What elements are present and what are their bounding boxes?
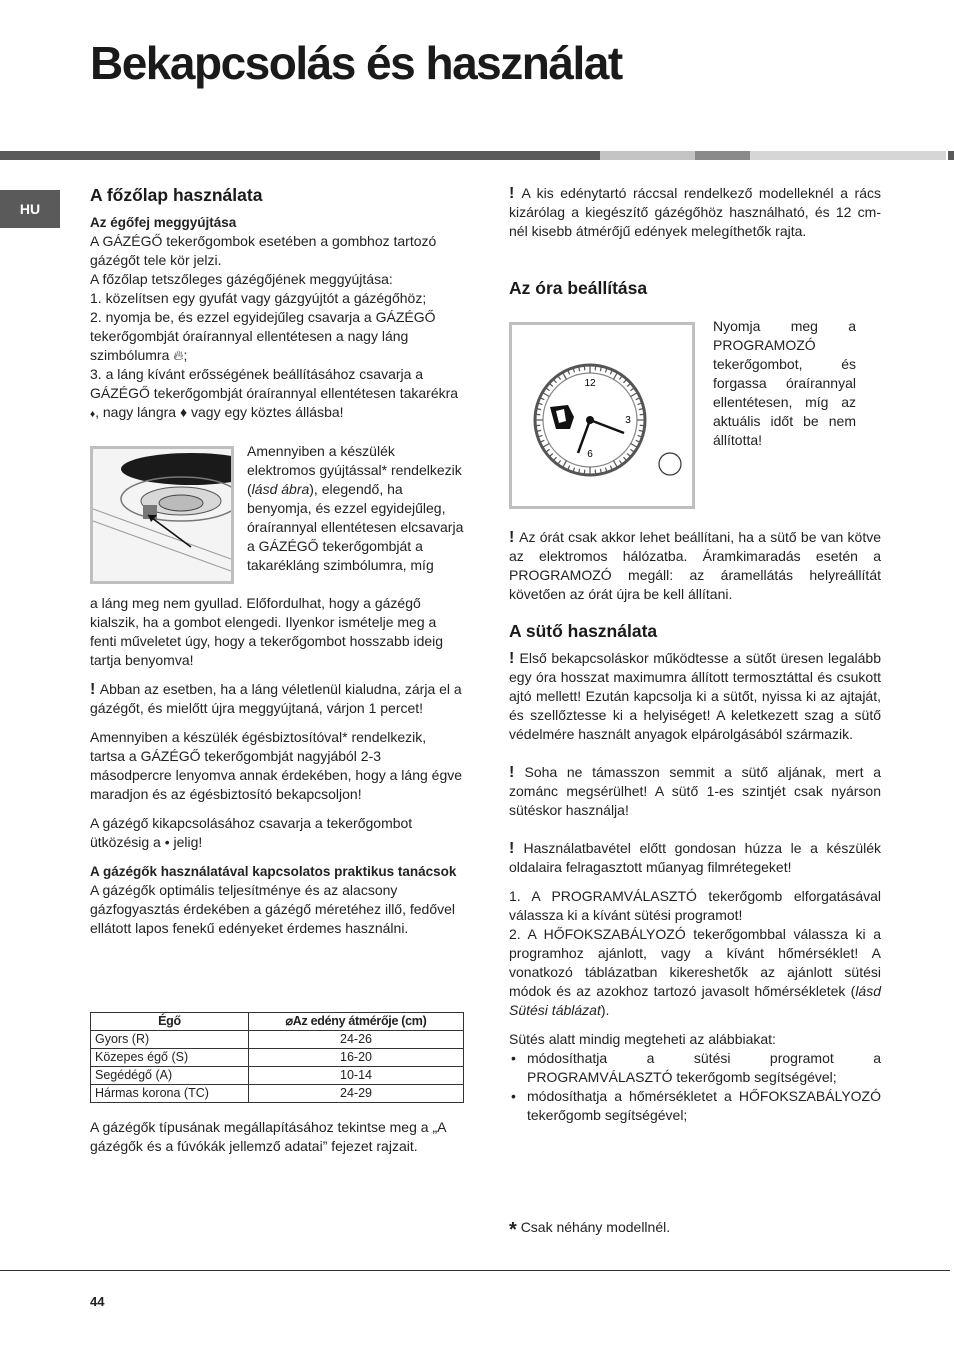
clock-tick bbox=[579, 469, 580, 473]
clock-label-3: 3 bbox=[625, 415, 631, 426]
footer-rule bbox=[0, 1270, 950, 1271]
clock-illustration bbox=[509, 322, 695, 509]
bullet-list bbox=[509, 1049, 881, 1125]
header-bar-end bbox=[948, 151, 954, 160]
warning-clock: ! Az órát csak akkor lehet beállítani, ha a sütő be van kötve az elektromos hálózatba. Áramkimaradás esetén a PROGRAMOZÓ megáll: az áramellátás helyreállítát követően az órát újra be kell állítani. bbox=[509, 529, 882, 602]
clock-label-6: 6 bbox=[587, 449, 593, 460]
programmer-knob[interactable] bbox=[659, 453, 681, 475]
footnote-mark: * bbox=[509, 1219, 517, 1241]
table-row: Közepes égő (S) 16-20 bbox=[91, 1049, 464, 1067]
table-header-row bbox=[91, 1013, 464, 1031]
header-bar-light bbox=[600, 151, 695, 160]
ignition-text: Amennyiben a készülék elektromos gyújtással* rendelkezik (lásd ábra), elegendő, ha benyomja, és ezzel egyidejűleg, óraírannyal ellentétesen elcsavarja a GÁZÉGŐ tekerőgombját a takarékláng szimbólumra, míg bbox=[247, 443, 464, 573]
clock-text: Nyomja meg a PROGRAMOZÓ tekerőgombot, és forgassa óraírannyal ellentétesen, míg az aktuális időt be nem állította! bbox=[713, 318, 856, 448]
left-column-cont bbox=[90, 594, 465, 938]
paragraph-off: A gázégő kikapcsolásához csavarja a tekerőgombot ütközésig a • jelig! bbox=[90, 815, 413, 850]
burner-illustration bbox=[90, 446, 234, 584]
step-3: 3. a láng kívánt erősségének beállításához csavarja a GÁZÉGŐ tekerőgombját óraírannyal ellentétesen takarékra ♦, nagy lángra ♦ vagy egy köztes állásba! bbox=[90, 366, 459, 420]
clock-label-12: 12 bbox=[584, 378, 596, 389]
footnote: * Csak néhány modellnél. bbox=[509, 1219, 671, 1241]
section-heading-oven: A sütő használata bbox=[509, 621, 658, 641]
header-bar-dark bbox=[0, 151, 600, 160]
small-flame-icon: ♦ bbox=[90, 409, 96, 420]
step-temperature: 2. A HŐFOKSZABÁLYOZÓ tekerőgombbal válassza ki a programhoz ajánlott, vagy a kívánt hőmérséklet! A vonatkozó táblázatban kikereshetők az ajánlott sütési módok és az azokhoz tartozó javasolt hőmérsékletek (lásd Sütési táblázat). bbox=[509, 926, 881, 1018]
table-header-diameter: ⌀Az edény átmérője (cm) bbox=[249, 1013, 464, 1031]
header-bar-pale bbox=[750, 151, 946, 160]
step-2: 2. nyomja be, és ezzel egyidejűleg csavarja a GÁZÉGŐ tekerőgombját óraírannyal ellentétesen a nagy láng szimbólumra 🔥︎; bbox=[90, 309, 436, 363]
clock-tick bbox=[537, 409, 541, 410]
right-column-oven bbox=[509, 528, 881, 1125]
list-item: • módosíthatja a hőmérsékletet a HŐFOKSZABÁLYOZÓ tekerőgomb segítségével; bbox=[509, 1087, 881, 1125]
warning-film: ! Használatbavétel előtt gondosan húzza le a készülék oldalaira felragasztott műanyag filmrétegeket! bbox=[509, 840, 881, 875]
warning-first-use: ! Első bekapcsoláskor működtesse a sütőt üresen legalább egy óra hosszat maximumra állított termosztáttal és csukott ajtó mellett! Ezután kapcsolja ki a sütőt, nyissa ki az ajtaját, és szellőztesse ki a helyiséget! A keletkezett szag a sütő védelmére használt anyagok elpárolgásából származik. bbox=[509, 650, 881, 742]
clock-tick bbox=[600, 367, 601, 371]
paragraph-safety: Amennyiben a készülék égésbiztosítóval* rendelkezik, tartsa a GÁZÉGŐ tekerőgombját nagyjából 2-3 másodpercre lenyomva annak érdekében, hogy a láng égve maradjon és az égésbiztosító bekapcsoljon! bbox=[90, 729, 463, 802]
clock-tick bbox=[579, 367, 580, 371]
clock-tick bbox=[537, 430, 541, 431]
warning-rack: ! A kis edénytartó ráccsal rendelkező modelleknél a rács kizárólag a kiegészítő gázégőhöz használható, és 12 cm-nél kisebb átmérőjű edények melegíthetők rajta. bbox=[509, 185, 881, 239]
ignition-continued: a láng meg nem gyullad. Előfordulhat, hogy a gázégő kialszik, ha a gombot elengedi. Ilyenkor ismételje meg a fenti műveletet úgy, hogy a tekerőgombot hosszabb ideig tartja benyomva! bbox=[90, 595, 444, 668]
burner-drawing bbox=[93, 449, 231, 581]
page-number: 44 bbox=[90, 1294, 105, 1309]
big-flame-icon: 🔥︎ bbox=[173, 347, 184, 363]
table-row: Gyors (R) 24-26 bbox=[91, 1031, 464, 1049]
header-bar-mid bbox=[695, 151, 750, 160]
table-row: Hármas korona (TC) 24-29 bbox=[91, 1085, 464, 1103]
table-row: Segédégő (A) 10-14 bbox=[91, 1067, 464, 1085]
step-program: 1. A PROGRAMVÁLASZTÓ tekerőgomb elforgatásával válassza ki a kívánt sütési programot! bbox=[509, 888, 881, 923]
subheading-ignite: Az égőfej meggyújtása bbox=[90, 215, 237, 230]
section-heading-hob: A főzőlap használata bbox=[90, 185, 263, 205]
burner-table bbox=[90, 1012, 464, 1103]
list-item: • módosíthatja a sütési programot a PROGRAMVÁLASZTÓ tekerőgomb segítségével; bbox=[509, 1049, 881, 1087]
warning-bottom: ! Soha ne támasszon semmit a sütő aljának, mert a zománc megsérülhet! A sütő 1-es szintjét csak nyárson sütéskor használja! bbox=[509, 764, 881, 818]
clock-tick bbox=[639, 409, 643, 410]
clock-tick bbox=[600, 469, 601, 473]
page-title: Bekapcsolás és használat bbox=[90, 37, 622, 89]
paragraph-during: Sütés alatt mindig megteheti az alábbiakat: bbox=[509, 1031, 776, 1047]
paragraph: A GÁZÉGŐ tekerőgombok esetében a gombhoz tartozó gázégőt tele kör jelzi. bbox=[90, 233, 437, 268]
step-1: 1. közelítsen egy gyufát vagy gázgyújtót a gázégőhöz; bbox=[90, 290, 427, 306]
clock-heading-block bbox=[509, 277, 881, 299]
big-flame-icon: ♦ bbox=[179, 404, 188, 420]
subheading-tips: A gázégők használatával kapcsolatos praktikus tanácsok bbox=[90, 864, 457, 879]
diameter-icon: ⌀ bbox=[285, 1014, 293, 1028]
language-tab: HU bbox=[0, 190, 60, 228]
table-header-burner: Égő bbox=[91, 1013, 249, 1031]
clock-drawing bbox=[512, 325, 692, 506]
clock-tick bbox=[639, 430, 643, 431]
left-column bbox=[90, 184, 465, 424]
paragraph-types: A gázégők típusának megállapításához tekintse meg a „A gázégők és a fúvókák jellemző adatai” fejezet rajzait. bbox=[90, 1119, 446, 1154]
section-heading-clock: Az óra beállítása bbox=[509, 278, 648, 298]
paragraph: A főzőlap tetszőleges gázégőjének meggyújtása: bbox=[90, 271, 393, 287]
warning-flame-out: ! Abban az esetben, ha a láng véletlenül kialudna, zárja el a gázégőt, és mielőtt újra meggyújtaná, várjon 1 percet! bbox=[90, 681, 462, 716]
paragraph-tips: A gázégők optimális teljesítménye és az alacsony gázfogyasztás érdekében a gázégő méretéhez illő, fedővel ellátott lapos fenekű edényeket érdemes használni. bbox=[90, 882, 456, 936]
